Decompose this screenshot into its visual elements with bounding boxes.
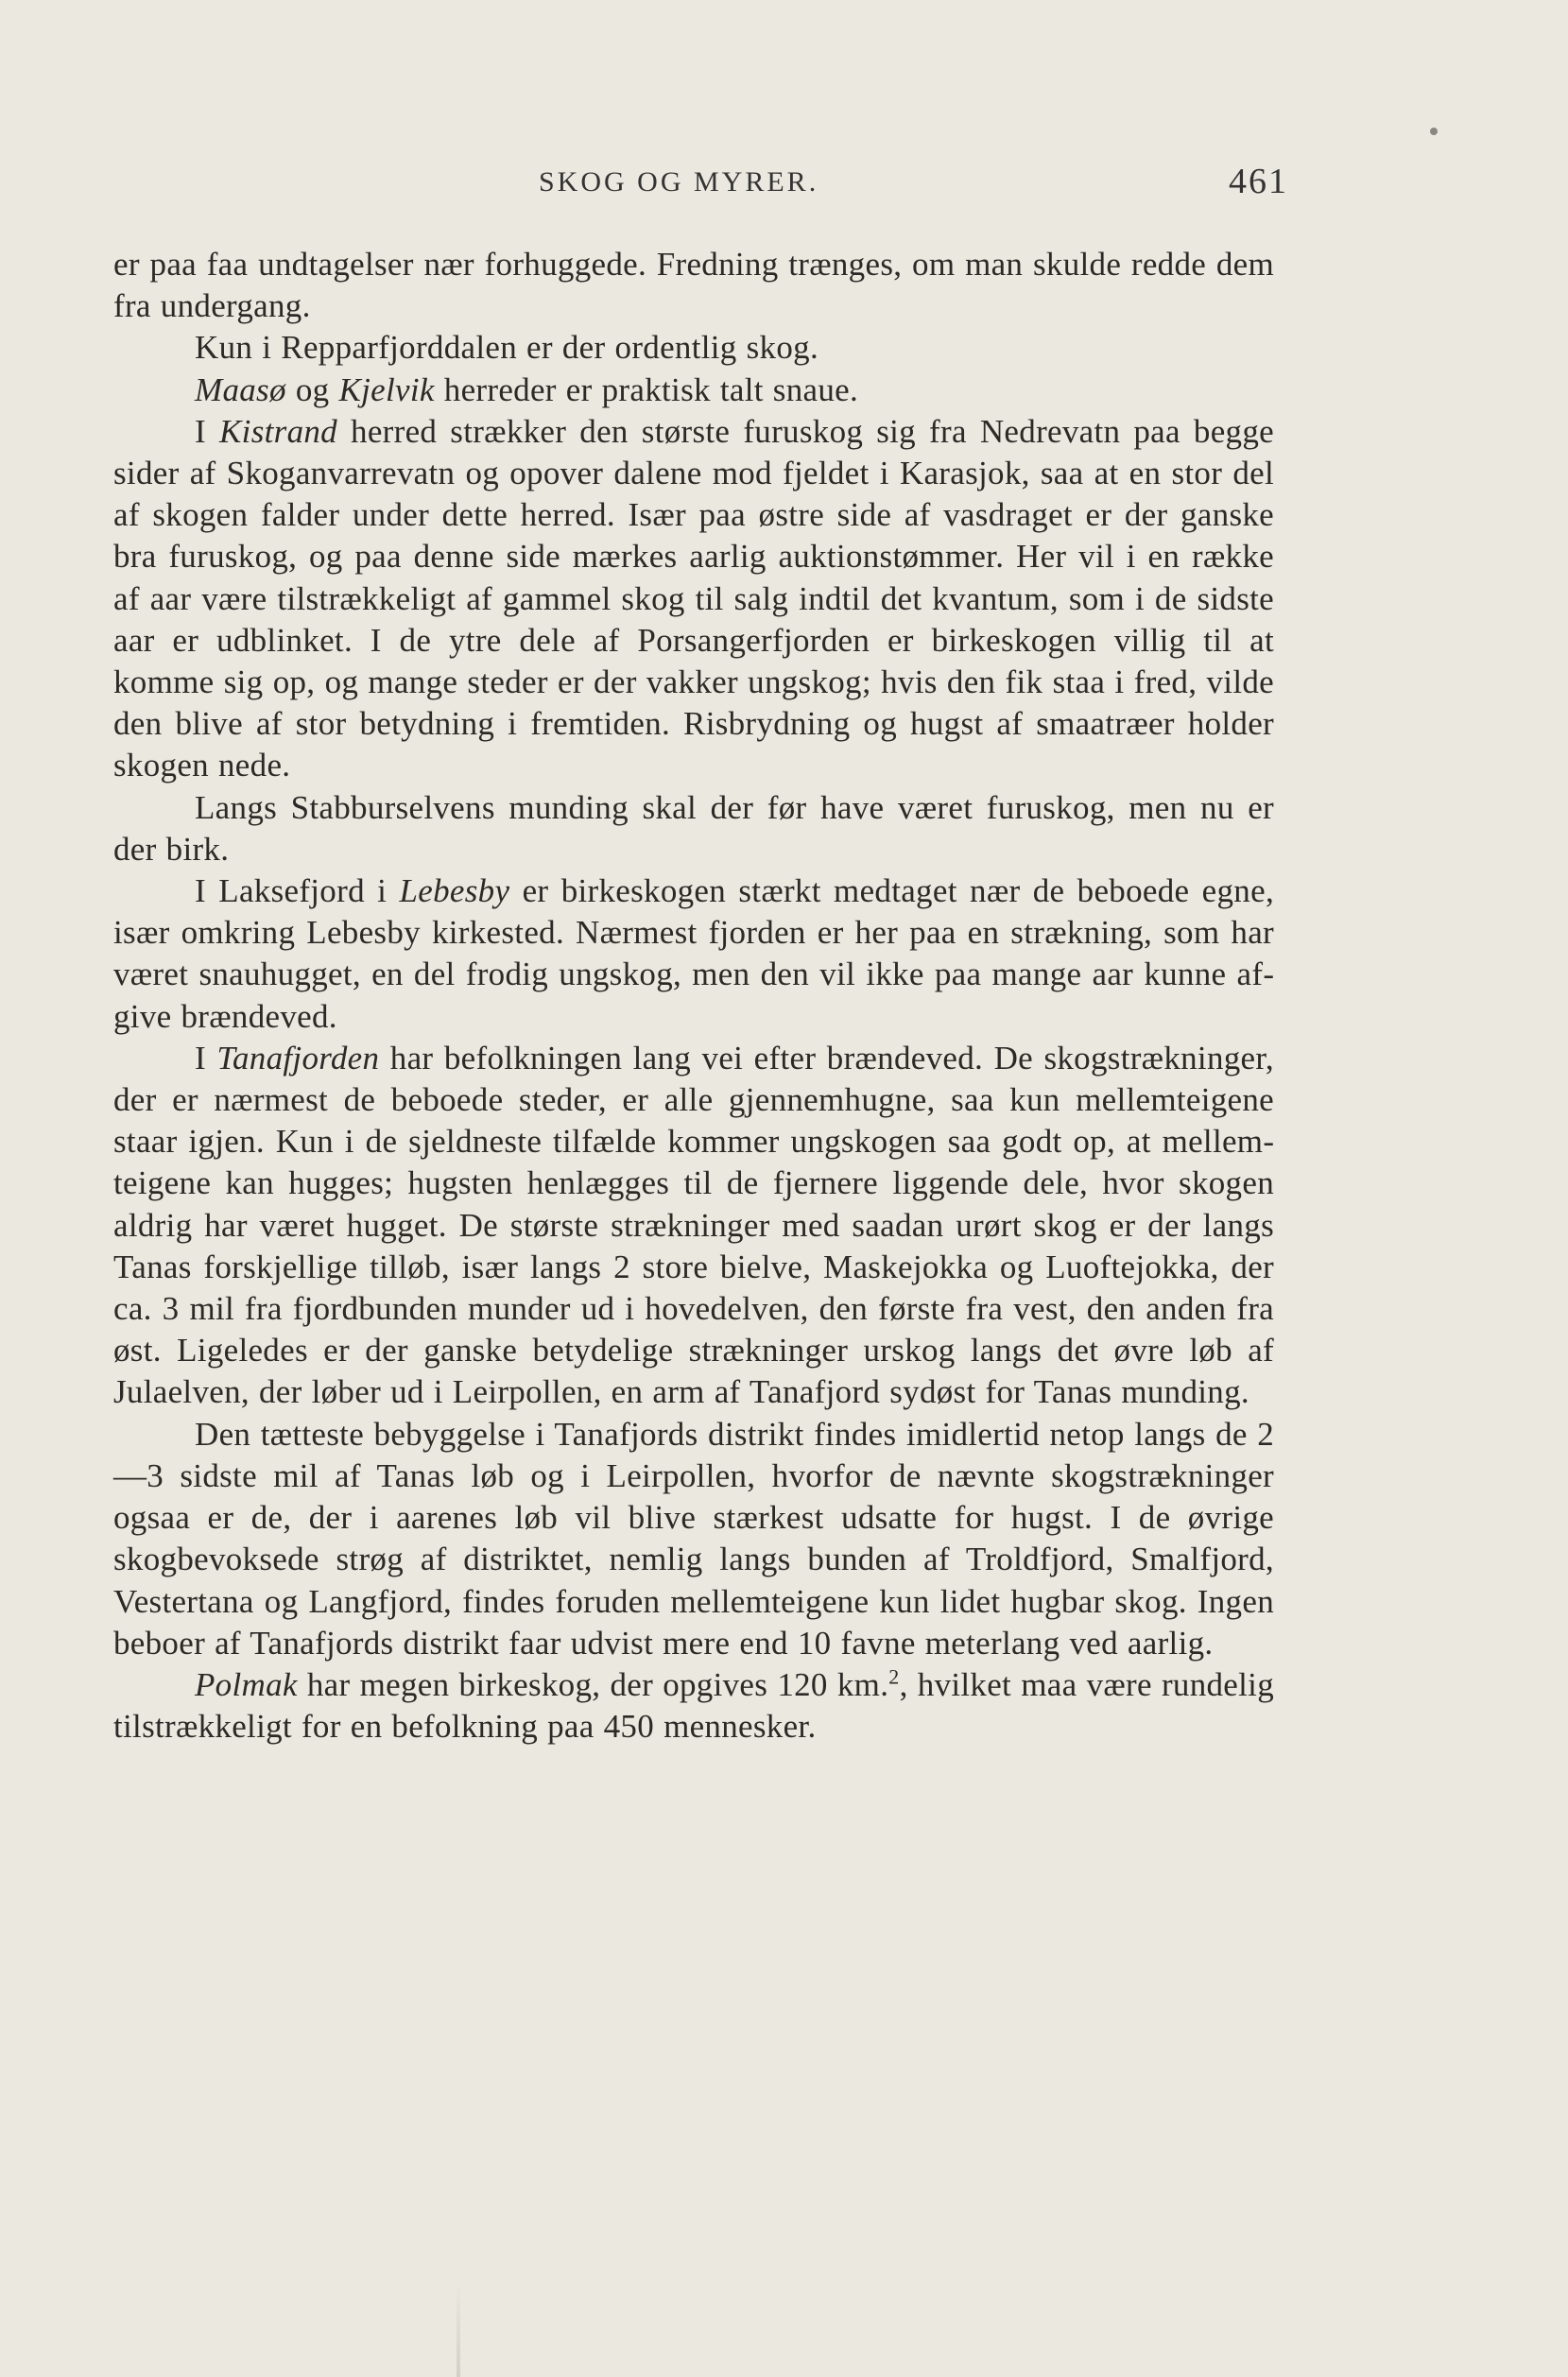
place-name-kistrand: Kistrand	[219, 412, 337, 450]
paragraph-7	[113, 1038, 1274, 1414]
paragraph-1: er paa faa undtagelser nær forhuggede. Fredning trænges, om man skulde redde dem fra undergang.	[113, 246, 1274, 325]
paragraph-6-lead: I Laksefjord i	[195, 872, 400, 910]
place-name-maaso: Maasø	[195, 370, 286, 408]
paragraph-9-text-a: har megen birkeskog, der opgives 120 km.	[297, 1665, 889, 1703]
paragraph-5: Langs Stabburselvens munding skal der før have været furuskog, men nu er der birk.	[113, 788, 1274, 868]
paragraph-3-rest: herreder er praktisk talt snaue.	[434, 370, 859, 408]
body-text	[113, 244, 1274, 1748]
paragraph-4-rest: herred strækker den største furuskog sig fra Nedrevatn paa begge sider af Skoganvarrevatn og opover dalene mod fjeldet i Karasjok, saa at en stor del af skogen falder under dette herred. Især paa østre side af vasdraget er der ganske bra furuskog, og paa denne side mærkes aarlig auktionstømmer. Her vil i en række af aar være tilstrækkeligt af gammel skog til salg indtil det kvantum, som i de sidste aar er udblinket. I de ytre dele af Porsangerfjorden er birkeskogen villig til at komme sig op, og mange steder er der vakker ungskog; hvis den fik staa i fred, vilde den blive af stor betydning i fremtiden. Risbrydning og hugst af smaatræer holder skogen nede.	[113, 412, 1274, 784]
place-name-lebesby: Lebesby	[399, 872, 510, 910]
paper-speck	[1430, 128, 1438, 135]
paragraph-6	[113, 870, 1274, 1038]
paragraph-2: Kun i Repparfjorddalen er der ordentlig skog.	[195, 329, 819, 367]
superscript-2: 2	[888, 1664, 900, 1689]
page-number: 461	[1229, 162, 1288, 201]
paper-crease	[457, 2282, 460, 2377]
paragraph-7-rest: har befolkningen lang vei efter brændeved. De skogstrækninger, der er nærmest de beboede steder, er alle gjennemhugne, saa kun mellemteigene staar igjen. Kun i de sjeldneste tilfælde kommer ungskogen saa godt op, at mellemteigene kan hugges; hugsten henlægges til de fjernere liggende dele, hvor skogen aldrig har været hugget. De største strækninger med saadan urørt skog er der langs Tanas forskjellige tilløb, især langs 2 store bielve, Maskejokka og Luoftejokka, der ca. 3 mil fra fjordbunden munder ud i hovedelven, den første fra vest, den anden fra øst. Ligeledes er der ganske betydelige strækninger urskog langs det øvre løb af Julaelven, der løber ud i Leirpollen, en arm af Tanafjord sydøst for Tanas munding.	[113, 1039, 1274, 1411]
paragraph-7-lead: I	[195, 1039, 217, 1077]
place-name-tanafjorden: Tanafjorden	[216, 1039, 380, 1077]
paragraph-6-rest: er birkeskogen stærkt medtaget nær de beboede egne, især omkring Lebesby kirkested. Nærmest fjorden er her paa en strækning, som har været snauhugget, en del frodig ungskog, men den vil ikke paa mange aar kunne afgive brændeved.	[113, 872, 1274, 1035]
paragraph-4-lead: I	[195, 412, 220, 450]
place-name-polmak: Polmak	[195, 1665, 298, 1703]
running-title: SKOG OG MYRER.	[539, 166, 819, 198]
paragraph-9	[113, 1664, 1274, 1748]
paragraph-3-mid: og	[285, 370, 339, 408]
paragraph-9-text-b: , hvilket maa være rundelig tilstrækkeligt for en befolkning paa 450 mennesker.	[113, 1665, 1274, 1746]
paragraph-3	[113, 370, 1274, 411]
page-header	[0, 161, 1568, 208]
paragraph-4	[113, 411, 1274, 787]
place-name-kjelvik: Kjelvik	[338, 370, 435, 408]
paragraph-8: Den tætteste bebyggelse i Tanafjords distrikt findes imidlertid netop langs de 2—3 sidste mil af Tanas løb og i Leirpollen, hvorfor de nævnte skogstrækninger ogsaa er de, der i aarenes løb vil blive stærkest udsatte for hugst. I de øvrige skogbevoksede strøg af distriktet, nemlig langs bunden af Troldfjord, Smalfjord, Vestertana og Langfjord, findes foruden mellemteigene kun lidet hugbar skog. Ingen beboer af Tanafjords distrikt faar udvist mere end 10 favne meterlang ved aarlig.	[113, 1415, 1274, 1662]
